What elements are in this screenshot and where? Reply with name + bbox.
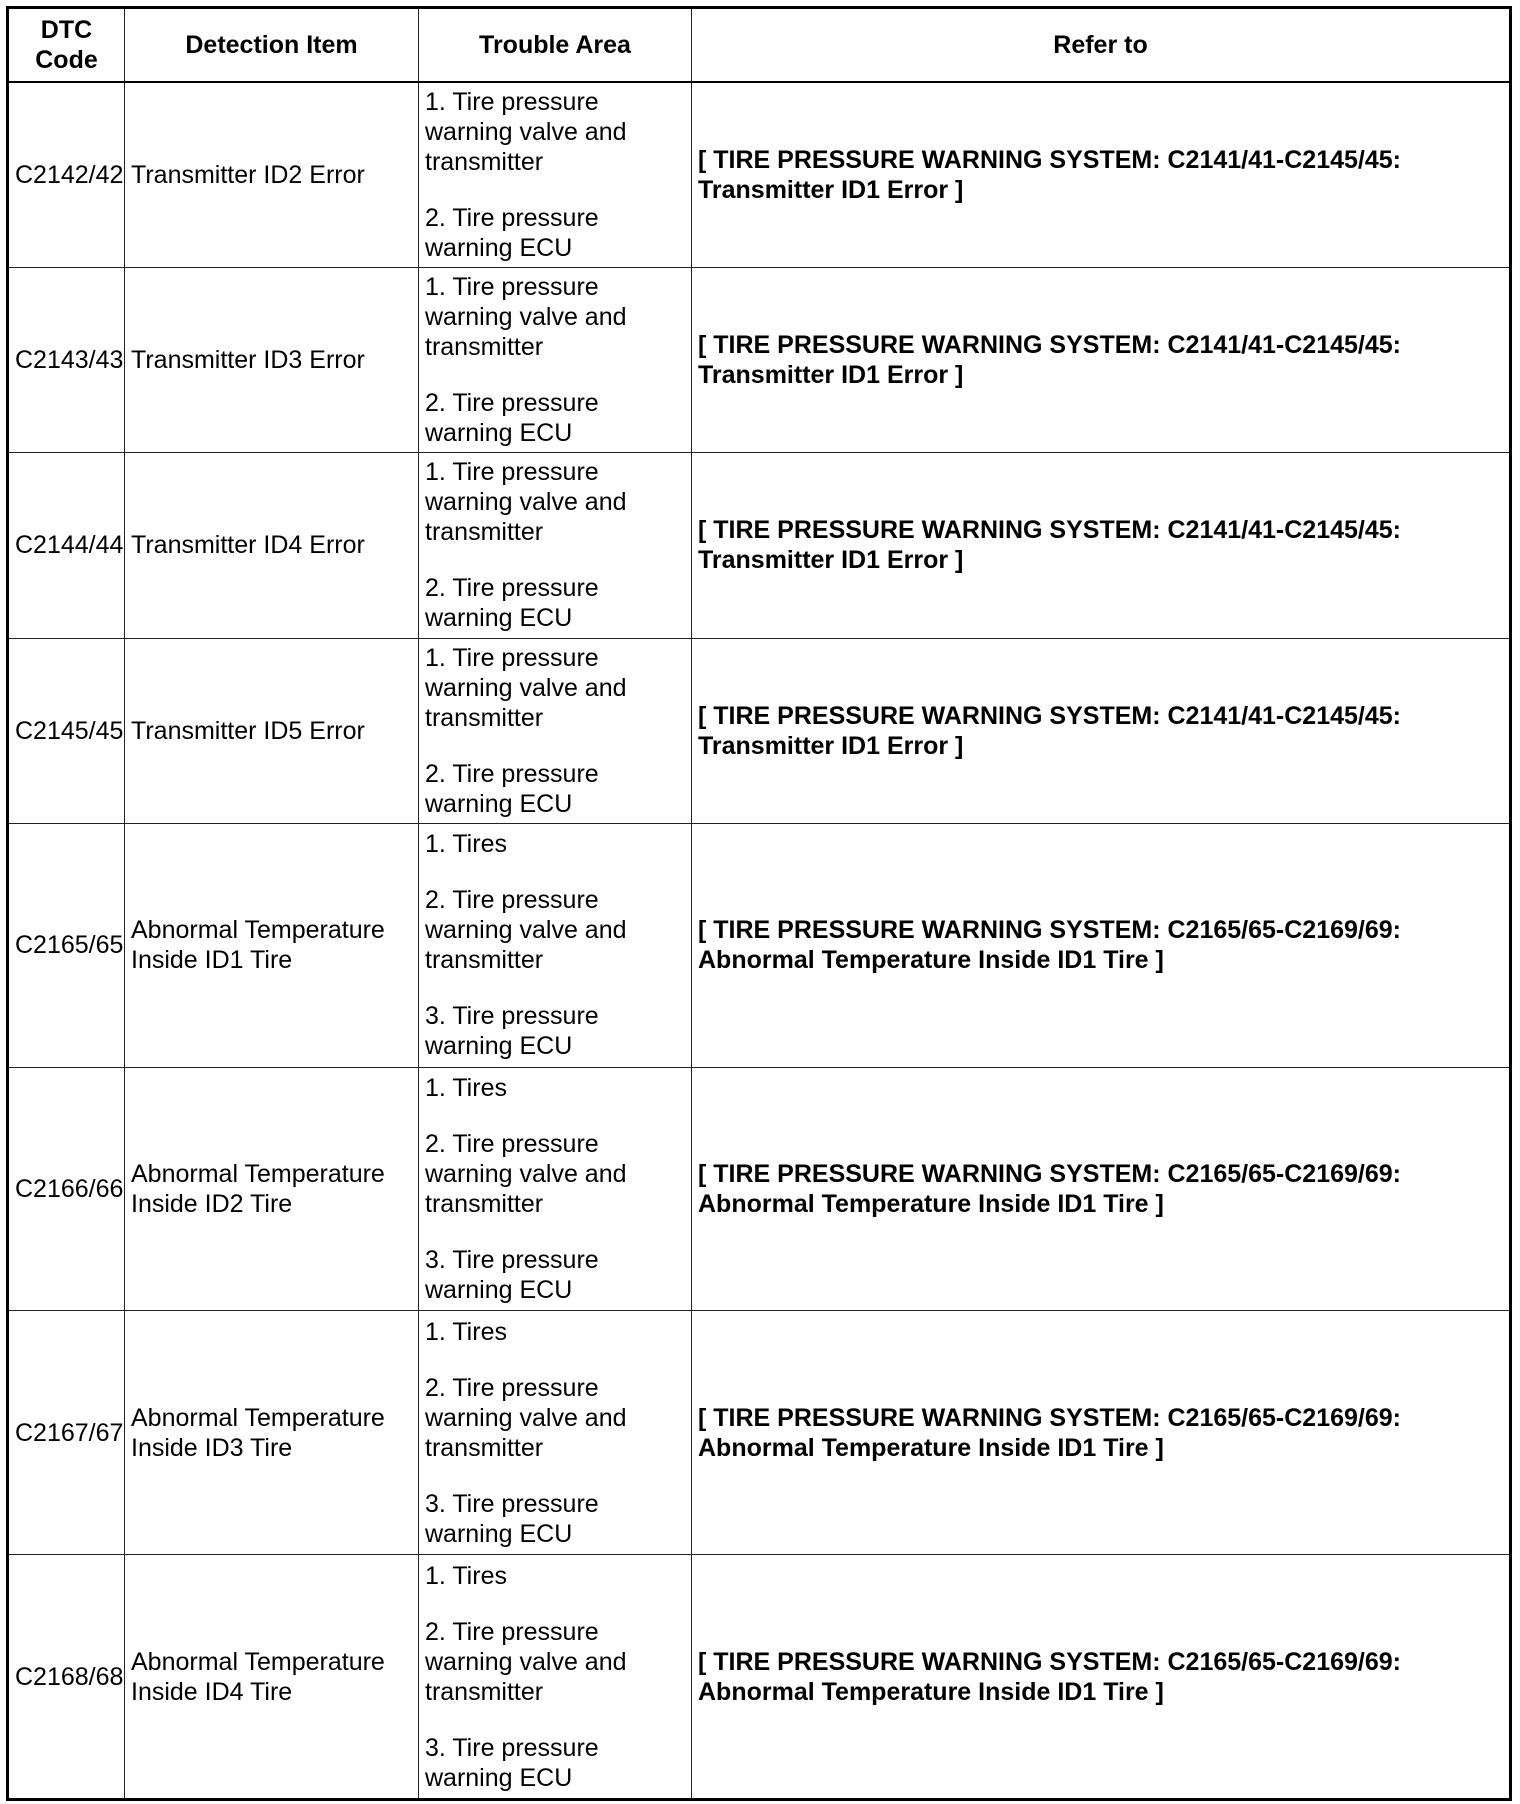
cell-dtc-code: C2168/68 [8, 1555, 125, 1800]
refer-to-link-line2: Abnormal Temperature Inside ID1 Tire ] [698, 946, 1164, 975]
refer-to-link-line1: [ TIRE PRESSURE WARNING SYSTEM: C2165/65-C2169/69: [698, 1647, 1401, 1676]
table-row [8, 1311, 1511, 1555]
cell-detection-item: Transmitter ID2 Error [125, 82, 419, 268]
table-body [8, 82, 1511, 1800]
trouble-area-item: 2. Tire pressure warning valve and transmitter [425, 1617, 627, 1706]
header-dtc-code-line1: DTC [40, 16, 93, 44]
header-dtc-code-line2: Code [35, 46, 98, 74]
trouble-area-item: 2. Tire pressure warning valve and transmitter [425, 1129, 627, 1218]
trouble-area-item: 1. Tire pressure warning valve and transmitter [425, 88, 627, 177]
cell-refer-to [692, 638, 1511, 823]
header-refer-to: Refer to [692, 8, 1511, 83]
header-trouble-area: Trouble Area [419, 8, 692, 83]
cell-dtc-code: C2144/44 [8, 453, 125, 638]
trouble-area-item: 3. Tire pressure warning ECU [425, 1733, 599, 1792]
trouble-area-item: 2. Tire pressure warning ECU [425, 204, 599, 263]
table-row [8, 453, 1511, 638]
refer-to-link-line1: [ TIRE PRESSURE WARNING SYSTEM: C2165/65-C2169/69: [698, 916, 1401, 945]
trouble-area-item: 1. Tires [425, 1561, 507, 1590]
table-row [8, 638, 1511, 823]
cell-trouble-area [419, 82, 692, 268]
cell-dtc-code: C2165/65 [8, 823, 125, 1067]
refer-to-link-line1: [ TIRE PRESSURE WARNING SYSTEM: C2141/41-C2145/45: [698, 701, 1401, 730]
refer-to-link-line2: Transmitter ID1 Error ] [698, 731, 964, 760]
trouble-area-item: 3. Tire pressure warning ECU [425, 1002, 599, 1061]
table-row [8, 82, 1511, 268]
table-row [8, 1555, 1511, 1800]
trouble-area-item: 2. Tire pressure warning valve and transmitter [425, 886, 627, 975]
refer-to-link-line1: [ TIRE PRESSURE WARNING SYSTEM: C2141/41-C2145/45: [698, 146, 1401, 175]
cell-dtc-code: C2145/45 [8, 638, 125, 823]
cell-trouble-area [419, 453, 692, 638]
cell-detection-item: Transmitter ID4 Error [125, 453, 419, 638]
cell-trouble-area [419, 1555, 692, 1800]
cell-trouble-area [419, 823, 692, 1067]
trouble-area-item: 2. Tire pressure warning ECU [425, 759, 599, 818]
cell-trouble-area [419, 268, 692, 453]
refer-to-link-line2: Abnormal Temperature Inside ID1 Tire ] [698, 1433, 1164, 1462]
refer-to-link-line1: [ TIRE PRESSURE WARNING SYSTEM: C2165/65-C2169/69: [698, 1159, 1401, 1188]
trouble-area-item: 3. Tire pressure warning ECU [425, 1245, 599, 1304]
table-row [8, 268, 1511, 453]
trouble-area-item: 3. Tire pressure warning ECU [425, 1489, 599, 1548]
cell-trouble-area [419, 1067, 692, 1311]
refer-to-link-line2: Transmitter ID1 Error ] [698, 546, 964, 575]
cell-detection-item: Transmitter ID5 Error [125, 638, 419, 823]
trouble-area-item: 2. Tire pressure warning ECU [425, 389, 599, 448]
dtc-table [6, 6, 1512, 1801]
trouble-area-item: 1. Tire pressure warning valve and transmitter [425, 458, 627, 547]
trouble-area-item: 1. Tires [425, 1073, 507, 1102]
refer-to-link-line1: [ TIRE PRESSURE WARNING SYSTEM: C2165/65-C2169/69: [698, 1403, 1401, 1432]
refer-to-link-line1: [ TIRE PRESSURE WARNING SYSTEM: C2141/41-C2145/45: [698, 331, 1401, 360]
cell-refer-to [692, 1067, 1511, 1311]
cell-refer-to [692, 268, 1511, 453]
trouble-area-item: 1. Tires [425, 1317, 507, 1346]
cell-detection-item: Abnormal Temperature Inside ID4 Tire [125, 1555, 419, 1800]
cell-detection-item: Abnormal Temperature Inside ID1 Tire [125, 823, 419, 1067]
cell-trouble-area [419, 1311, 692, 1555]
trouble-area-item: 1. Tires [425, 830, 507, 859]
refer-to-link-line1: [ TIRE PRESSURE WARNING SYSTEM: C2141/41-C2145/45: [698, 516, 1401, 545]
table-header [8, 8, 1511, 83]
header-row [8, 8, 1511, 83]
table-row [8, 1067, 1511, 1311]
cell-detection-item: Transmitter ID3 Error [125, 268, 419, 453]
trouble-area-item: 1. Tire pressure warning valve and transmitter [425, 273, 627, 362]
cell-refer-to [692, 82, 1511, 268]
trouble-area-item: 1. Tire pressure warning valve and transmitter [425, 643, 627, 732]
cell-refer-to [692, 453, 1511, 638]
header-dtc-code [8, 8, 125, 83]
trouble-area-item: 2. Tire pressure warning ECU [425, 574, 599, 633]
cell-detection-item: Abnormal Temperature Inside ID2 Tire [125, 1067, 419, 1311]
cell-dtc-code: C2166/66 [8, 1067, 125, 1311]
cell-refer-to [692, 823, 1511, 1067]
refer-to-link-line2: Abnormal Temperature Inside ID1 Tire ] [698, 1189, 1164, 1218]
trouble-area-item: 2. Tire pressure warning valve and transmitter [425, 1373, 627, 1462]
cell-refer-to [692, 1311, 1511, 1555]
cell-dtc-code: C2167/67 [8, 1311, 125, 1555]
refer-to-link-line2: Abnormal Temperature Inside ID1 Tire ] [698, 1677, 1164, 1706]
refer-to-link-line2: Transmitter ID1 Error ] [698, 176, 964, 205]
cell-detection-item: Abnormal Temperature Inside ID3 Tire [125, 1311, 419, 1555]
cell-dtc-code: C2142/42 [8, 82, 125, 268]
table-row [8, 823, 1511, 1067]
cell-refer-to [692, 1555, 1511, 1800]
refer-to-link-line2: Transmitter ID1 Error ] [698, 361, 964, 390]
cell-dtc-code: C2143/43 [8, 268, 125, 453]
header-detection-item: Detection Item [125, 8, 419, 83]
cell-trouble-area [419, 638, 692, 823]
